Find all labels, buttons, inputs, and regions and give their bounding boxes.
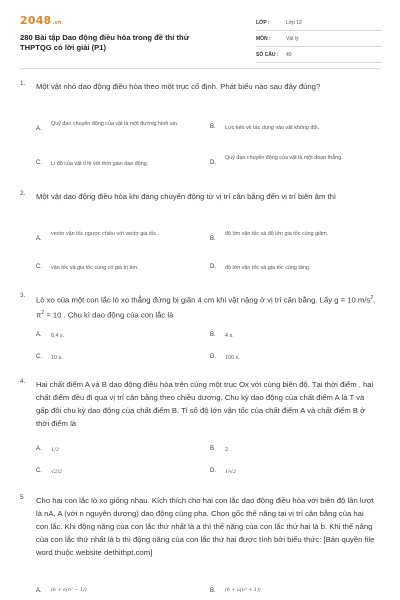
option-a[interactable] [36, 332, 196, 344]
option-letter: C. [36, 160, 42, 166]
option-text: (b + a(n² − 1)) [51, 588, 87, 593]
option-a[interactable] [36, 230, 196, 250]
option-b[interactable] [210, 588, 370, 598]
option-text: 2. [225, 447, 230, 453]
meta-table [256, 15, 382, 63]
option-letter: A. [36, 332, 42, 338]
site-logo[interactable] [20, 14, 62, 27]
option-c[interactable] [36, 354, 196, 366]
option-text: độ lớn vận tốc và độ lớn gia tốc cùng giảm. [225, 231, 329, 237]
option-text: 4 s. [225, 333, 234, 339]
option-c[interactable] [36, 468, 196, 480]
option-d[interactable] [210, 468, 370, 480]
option-letter: A. [36, 126, 42, 132]
question-text: Cho hai con lắc lò xo giống nhau. Kích thích cho hai con lắc dao động điều hòa với biên độ lần lượt là nA, A (với n nguyên dương) dao động cùng pha. Chọn gốc thế năng tại vị trí cân bằng của hai con lắc. Khi động năng của con lắc thứ nhất là a thì thế năng của con lắc thứ hai là b. Khi thế năng của con lắc thứ nhất là b thì động năng của con lắc thứ hai được tính bởi biểu thức: [Bản quyền file word thuộc website dethithpt.com] [36, 496, 375, 557]
superscript: 2 [41, 309, 45, 316]
option-letter: D. [210, 354, 216, 360]
meta-row-class [256, 15, 382, 31]
option-letter: B. [210, 236, 216, 242]
option-letter: A. [36, 446, 42, 452]
question-text [36, 292, 378, 321]
meta-value: Lớp 12 [286, 19, 302, 26]
option-text: Quỹ đạo chuyển động của vật là một đường hình sin. [51, 121, 179, 127]
option-letter: D. [210, 264, 216, 270]
option-letter: A. [36, 236, 42, 242]
option-c[interactable] [36, 264, 206, 276]
option-text: Quỹ đạo chuyển động của vật là một đoạn thẳng. [225, 155, 343, 161]
header-divider [20, 68, 380, 69]
meta-label: SỐ CÂU : [256, 51, 279, 58]
question-number: 3. [20, 292, 26, 299]
option-text: vận tốc và gia tốc cùng có giá trị âm. [51, 265, 139, 271]
option-text: Li độ của vật tỉ lệ với thời gian dao động. [51, 161, 149, 167]
option-d[interactable] [210, 154, 380, 174]
option-a[interactable] [36, 446, 196, 458]
question-text: Hai chất điểm A và B dao động điều hòa trên cùng một trục Ox với cùng biên độ. Tại thời điểm , hai chất điểm đều đi qua vị trí cân bằng theo chiều dương. Chu kỳ dao động của chất điểm A là T và gấp đôi chu kỳ dao động của chất điểm B. Tỉ số độ lớn vận tốc của chất điểm A và chất điểm B ở thời điểm là [36, 380, 374, 428]
question-text: Một vật dao động điều hòa khi đang chuyển động từ vị trí cân bằng đến vị trí biên âm thì [36, 192, 337, 201]
question-number: 5 [20, 494, 24, 501]
option-b[interactable] [210, 446, 370, 458]
option-letter: B. [210, 332, 216, 338]
meta-row-subject [256, 31, 382, 47]
meta-label: LỚP : [256, 19, 270, 26]
option-a[interactable] [36, 588, 196, 598]
option-letter: C. [36, 264, 42, 270]
option-text: vectơ vận tốc ngược chiều với vectơ gia tốc. [51, 231, 158, 237]
option-letter: C. [36, 354, 42, 360]
option-d[interactable] [210, 354, 370, 366]
question-text: Một vật nhỏ dao động điều hòa theo một trục cố định. Phát biểu nào sau đây đúng? [36, 82, 321, 91]
document-title: 280 Bài tập Dao động điều hòa trong đề thi thử THPTQG có lời giải (P1) [20, 33, 190, 52]
option-text: 10 s. [51, 355, 63, 361]
option-letter: D. [210, 468, 216, 474]
option-letter: A. [36, 588, 42, 594]
question-text-part: = 10 . Chu kì dao động của con lắc là [44, 310, 174, 320]
option-text: Lực kéo về tác dụng vào vật không đổi. [225, 125, 320, 131]
option-letter: C. [36, 468, 42, 474]
logo-text: 2048 [20, 14, 52, 27]
option-letter: D. [210, 160, 216, 166]
option-text: 1/2 [51, 447, 60, 453]
option-b[interactable] [210, 124, 380, 136]
option-a[interactable] [36, 120, 196, 140]
meta-value: Vật lý [286, 35, 299, 42]
meta-value: 40 [286, 51, 292, 58]
option-text: √2/2 [51, 469, 63, 475]
option-text: độ lớn vận tốc và gia tốc cùng tăng. [225, 265, 311, 271]
option-letter: B. [210, 588, 216, 594]
option-b[interactable] [210, 230, 380, 250]
option-c[interactable] [36, 160, 206, 172]
option-text: 0,4 s. [51, 333, 65, 339]
question-number: 1. [20, 80, 26, 87]
option-b[interactable] [210, 332, 370, 344]
meta-row-count [256, 47, 382, 63]
question-number: 2. [20, 190, 26, 197]
question-text-part: , π [36, 295, 376, 320]
option-text: 1/√2 [225, 469, 237, 475]
logo-suffix: .vn [52, 20, 62, 26]
meta-label: MÔN : [256, 35, 271, 42]
question-number: 4. [20, 378, 26, 385]
superscript: 2 [370, 295, 374, 301]
question-text-part: Lò xo của một con lắc lò xo thẳng đứng bị giãn 4 cm khi vật nặng ở vị trí cân bằng. Lấy g = 10 m/s [36, 295, 371, 305]
document-header [20, 14, 380, 58]
option-letter: B. [210, 446, 216, 452]
option-letter: B. [210, 124, 216, 130]
option-text: 100 s. [225, 355, 240, 361]
option-text: (b + a(n² + 1)) [225, 588, 261, 593]
option-d[interactable] [210, 264, 380, 276]
